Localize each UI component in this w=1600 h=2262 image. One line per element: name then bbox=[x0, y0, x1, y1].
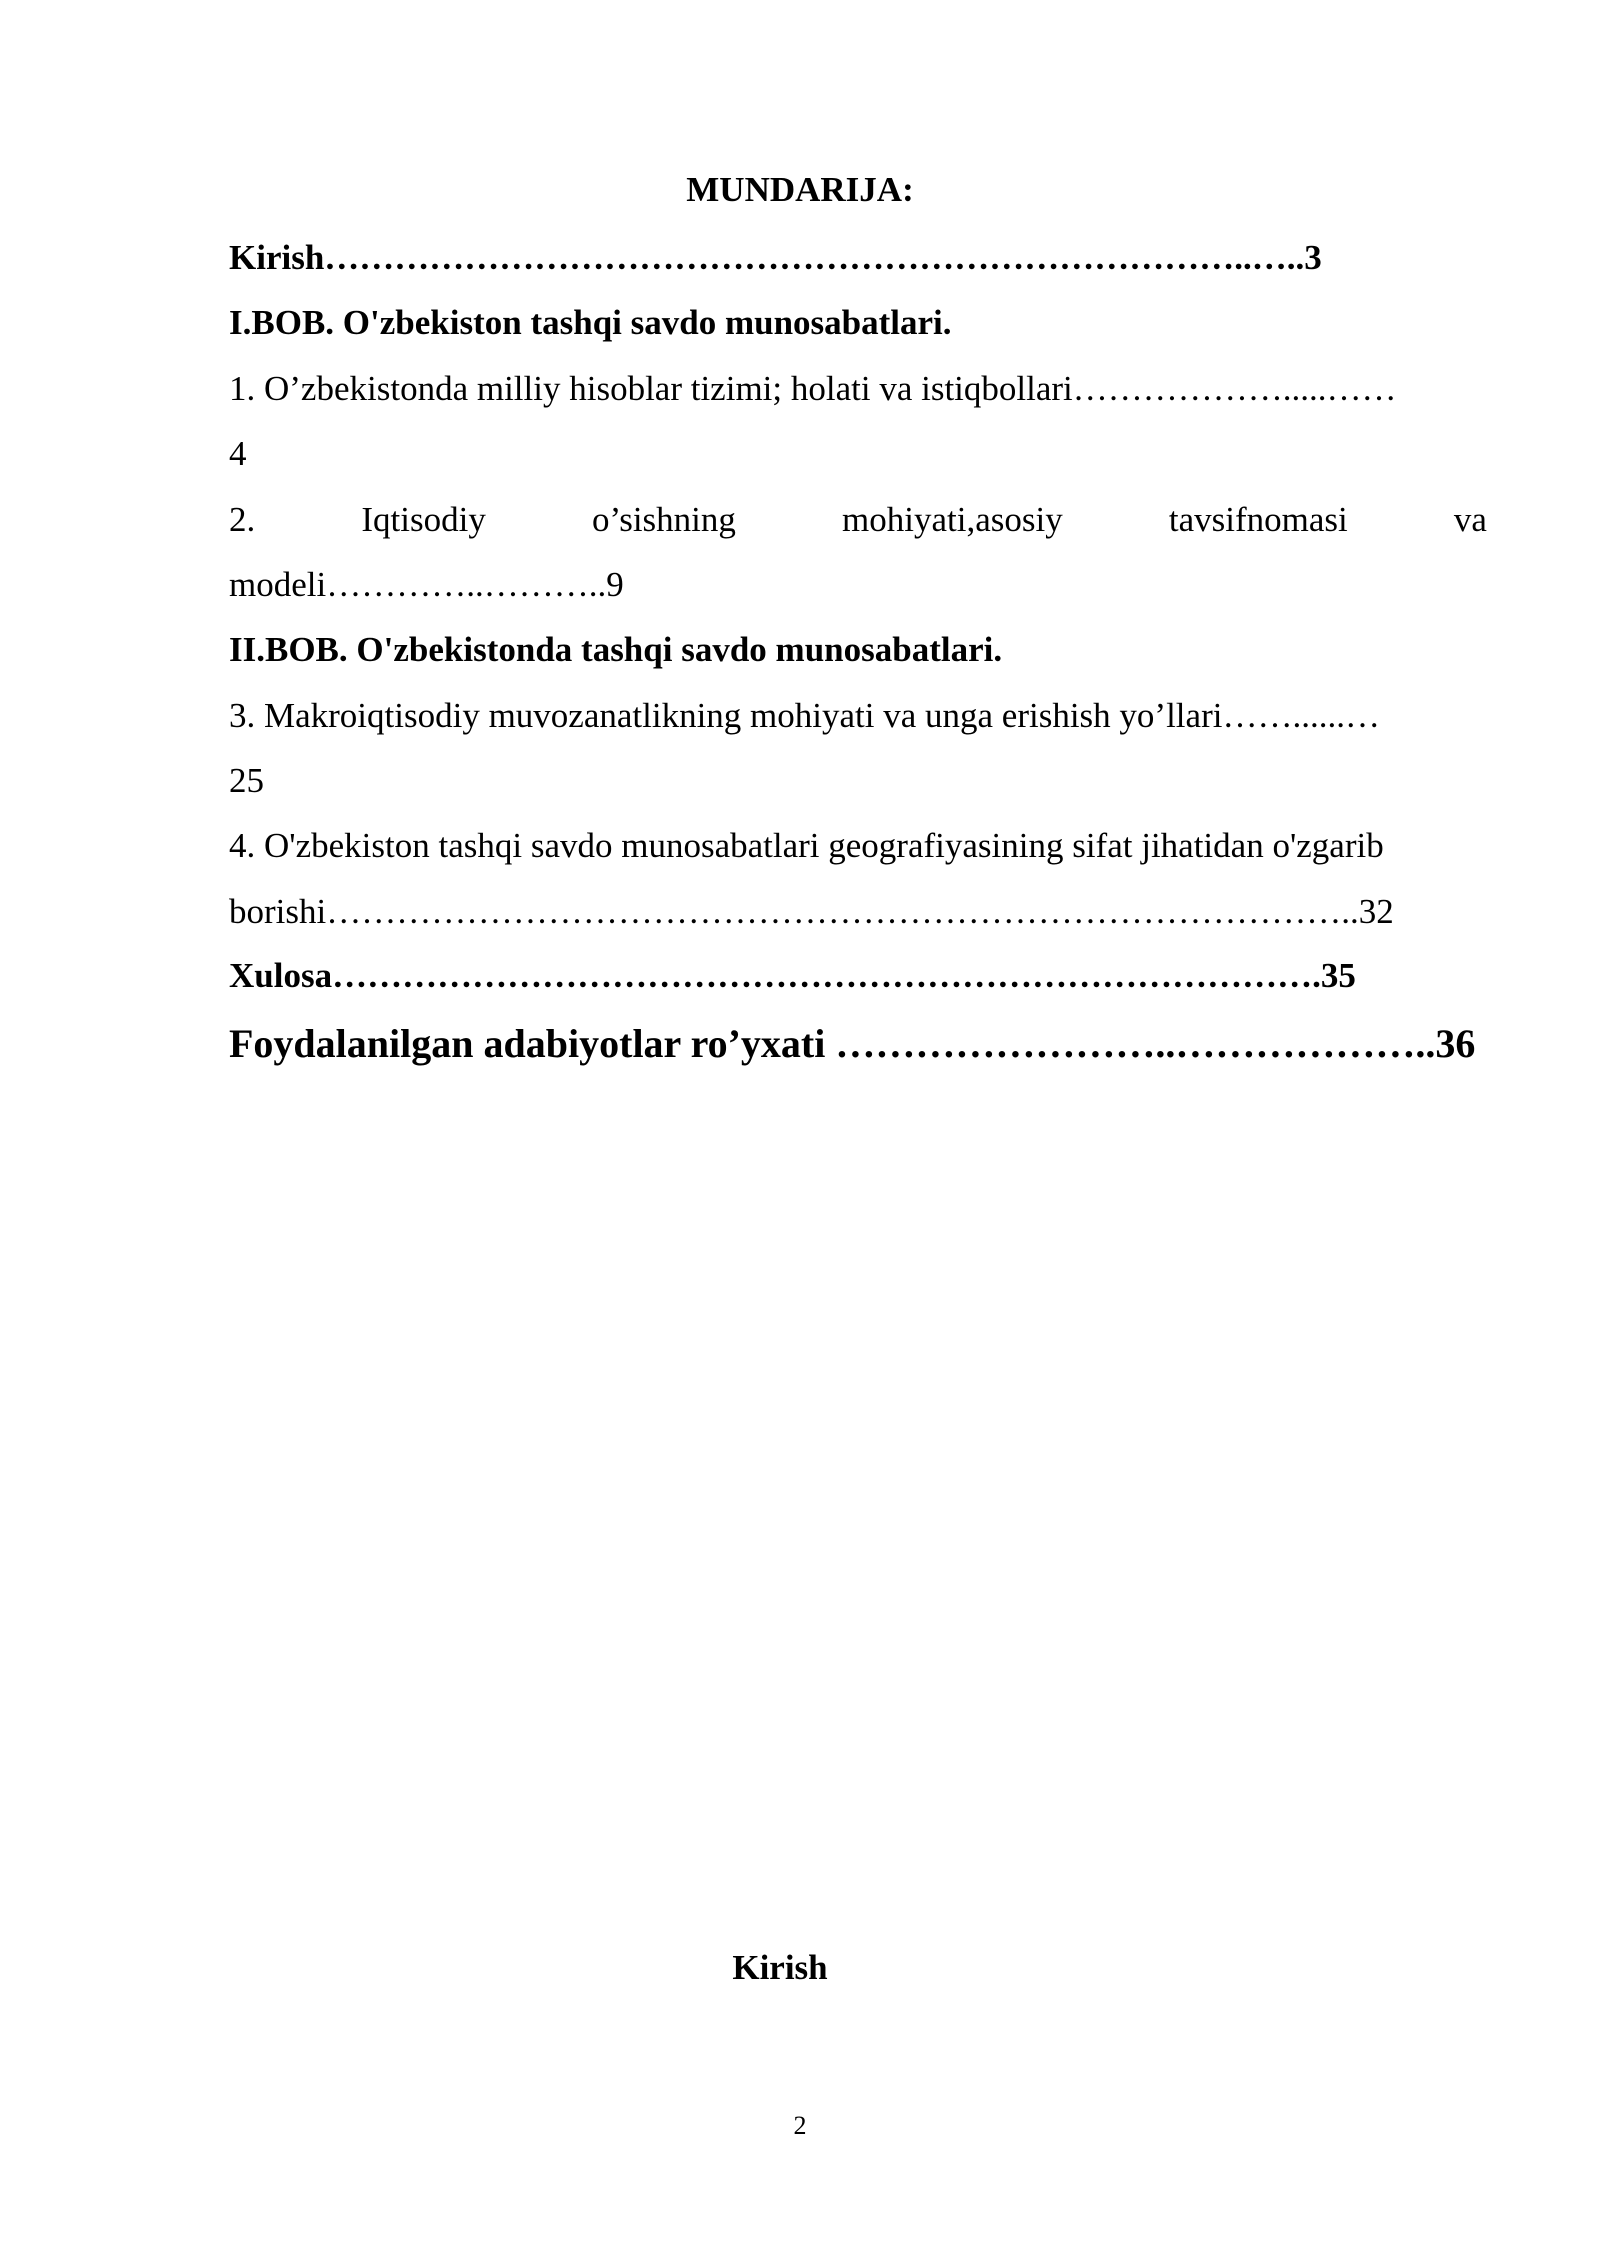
toc-entry-3-page: 25 bbox=[229, 761, 264, 800]
section-heading-kirish: Kirish bbox=[732, 1948, 828, 1987]
toc-entry-2 bbox=[229, 502, 1487, 537]
toc-entry-3: 3. Makroiqtisodiy muvozanatlikning mohiyati va unga erishish yo’llari……......… bbox=[229, 696, 1380, 735]
toc-entry-2-word: o’sishning bbox=[591, 500, 736, 539]
toc-entry-4: 4. O'zbekiston tashqi savdo munosabatlari geografiyasining sifat jihatidan o'zgarib bbox=[229, 826, 1384, 865]
toc-entry-1-page: 4 bbox=[229, 434, 247, 473]
toc-entry-references: Foydalanilgan adabiyotlar ro’yxati ……………………..………………..36 bbox=[229, 1021, 1476, 1066]
toc-entry-2-continuation: modeli…………..………..9 bbox=[229, 565, 624, 604]
page-number: 2 bbox=[793, 2111, 807, 2140]
toc-entry-kirish: Kirish……………………………………………………………………..…..3 bbox=[229, 238, 1322, 277]
toc-entry-chapter-2: II.BOB. O'zbekistonda tashqi savdo munosabatlari. bbox=[229, 630, 1003, 669]
toc-entry-chapter-1: I.BOB. O'zbekiston tashqi savdo munosabatlari. bbox=[229, 303, 952, 342]
toc-entry-2-word: 2. bbox=[229, 500, 256, 539]
toc-entry-2-word: tavsifnomasi bbox=[1168, 500, 1348, 539]
toc-entry-4-continuation: borishi……………………………………………………………………………..32 bbox=[229, 892, 1394, 931]
contents-title: MUNDARIJA: bbox=[686, 170, 914, 209]
toc-entry-1: 1. O’zbekistonda milliy hisoblar tizimi; holati va istiqbollari……………….....…… bbox=[229, 369, 1397, 408]
toc-entry-2-word: mohiyati,asosiy bbox=[842, 500, 1063, 539]
toc-entry-2-word: Iqtisodiy bbox=[361, 500, 486, 539]
toc-entry-xulosa: Xulosa………………………………………………………………………….35 bbox=[229, 956, 1356, 995]
toc-entry-2-word: va bbox=[1453, 500, 1487, 539]
